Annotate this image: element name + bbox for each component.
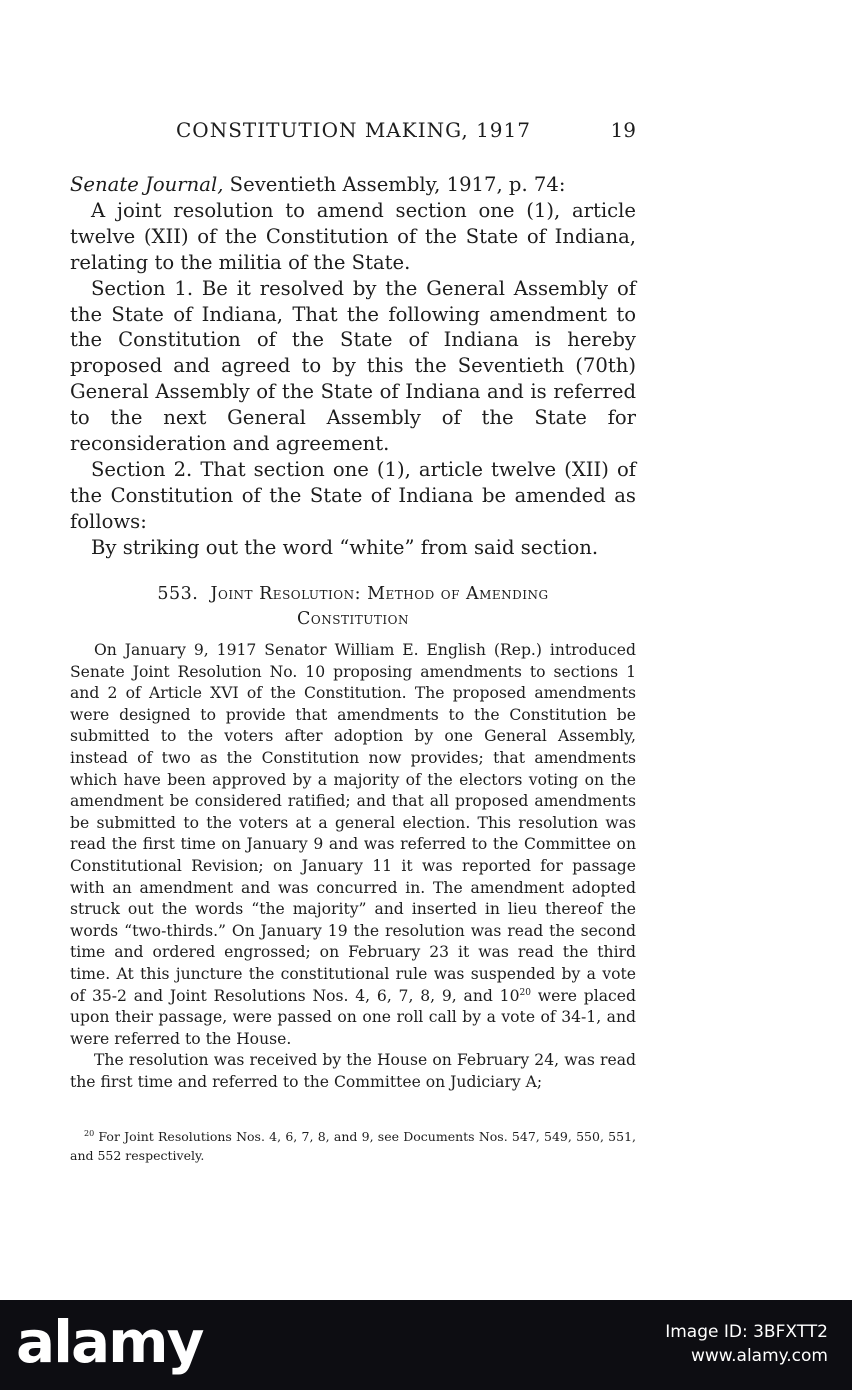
narrative-text	[70, 640, 636, 1093]
alamy-logo: alamy	[16, 1308, 203, 1376]
resolution-paragraph-4: By striking out the word “white” from said section.	[91, 535, 599, 559]
footnote-reference: 20	[519, 987, 531, 998]
image-id: Image ID: 3BFXTT2	[665, 1322, 828, 1342]
journal-title: Senate Journal,	[70, 173, 224, 196]
narrative-paragraph-1-text: On January 9, 1917 Senator William E. English (Rep.) introduced Senate Joint Resolution No. 10 proposing amendments to sections 1 and 2 of Article XVI of the Constitution. The proposed amendments were designed to provide that amendments to the Constitution be submitted to the voters after adoption by one General Assembly, instead of two as the Constitution now provides; that amendments which have been approved by a majority of the electors voting on the amendment be considered ratified; and that all proposed amendments be submitted to the voters at a general election. This resolution was read the first time on January 9 and was referred to the Committee on Constitutional Revision; on January 11 it was reported for passage with an amendment and was concurred in. The amendment adopted struck out the words “the majority” and inserted in lieu thereof the words “two-thirds.” On January 19 the resolution was read the second time and ordered engrossed; on February 23 it was read the third time. At this juncture the constitutional rule was suspended by a vote of 35-2 and Joint Resolutions Nos. 4, 6, 7, 8, 9, and 10	[70, 641, 636, 1005]
resolution-paragraph-3: Section 2. That section one (1), article twelve (XII) of the Constitution of the State of Indiana be amended as follows:	[70, 457, 636, 533]
page-header	[70, 118, 636, 148]
section-heading	[70, 582, 636, 632]
image-id-block	[665, 1320, 828, 1368]
resolution-paragraph-1: A joint resolution to amend section one (1), article twelve (XII) of the Constitution of the State of Indiana, relating to the militia of the State.	[70, 198, 636, 274]
section-title-line-2: Constitution	[297, 609, 409, 629]
narrative-paragraph-2: The resolution was received by the House on February 24, was read the first time and referred to the Committee on Judiciary A;	[70, 1051, 636, 1091]
citation-detail: Seventieth Assembly, 1917, p. 74:	[223, 173, 566, 196]
resolution-paragraph-2: Section 1. Be it resolved by the General Assembly of the State of Indiana, That the following amendment to the Constitution of the State of Indiana is hereby proposed and agreed to by this the Seventieth (70th) General Assembly of the State of Indiana and is referred to the next General Assembly of the State for reconsideration and agreement.	[70, 276, 636, 456]
footnote	[70, 1127, 636, 1165]
footnote-text: For Joint Resolutions Nos. 4, 6, 7, 8, and 9, see Documents Nos. 547, 549, 550, 551, and 552 respectively.	[70, 1129, 636, 1163]
stock-watermark-bar	[0, 1300, 852, 1390]
running-title: CONSTITUTION MAKING, 1917	[176, 118, 531, 142]
page-number: 19	[610, 118, 636, 142]
narrative-paragraph-1	[70, 640, 636, 1050]
citation-line	[70, 172, 636, 198]
section-number: 553.	[157, 584, 199, 604]
footnote-marker: 20	[84, 1128, 95, 1138]
site-url: www.alamy.com	[690, 1346, 828, 1366]
narrative-paragraph-1-continued: were placed upon their passage, were passed on one roll call by a vote of 34-1, and were referred to the House.	[70, 986, 636, 1048]
section-title-line-1: Joint Resolution: Method of Amending	[210, 584, 549, 604]
section-heading-line-1	[70, 582, 636, 607]
resolution-text	[70, 172, 636, 561]
